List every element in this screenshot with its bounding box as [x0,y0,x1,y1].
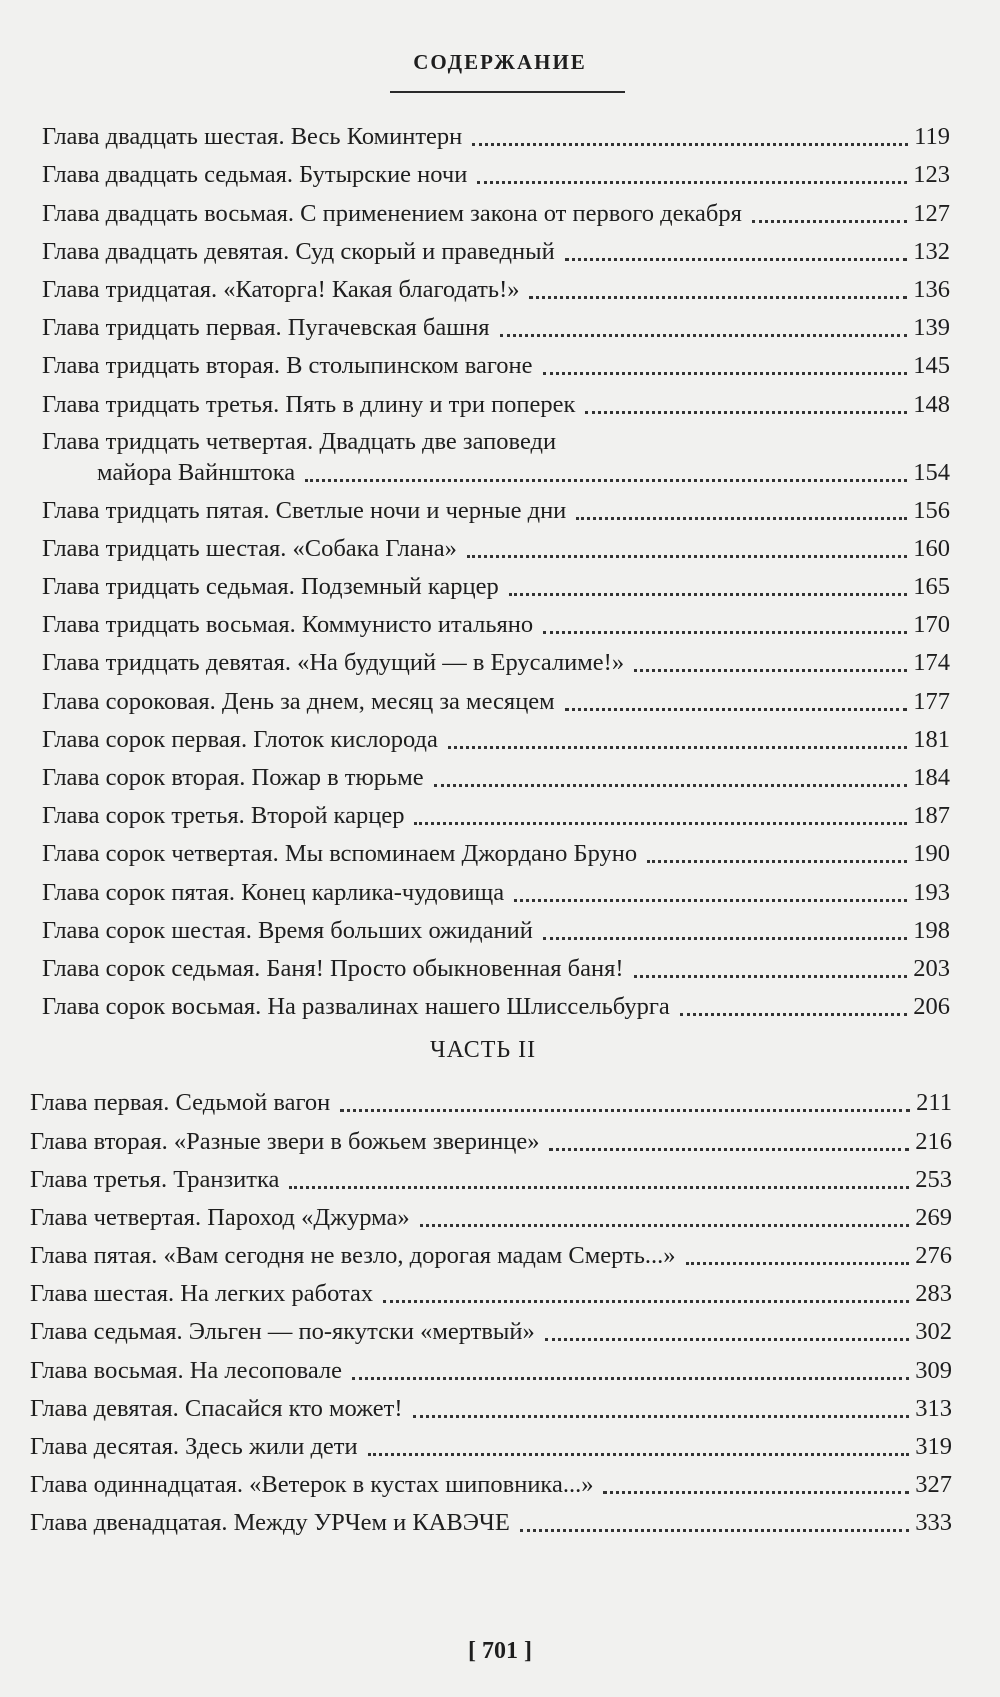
dot-leader [514,899,907,902]
toc-entry-page: 190 [913,840,950,868]
toc-entry-page: 170 [913,611,950,639]
toc-entry-page: 283 [915,1280,952,1308]
toc-entry [0,1079,1000,1117]
toc-entry-title: Глава тридцать пятая. Светлые ночи и черные дни [42,496,567,524]
toc-entry-title: Глава девятая. Спасайся кто может! [30,1394,403,1422]
toc-entry [0,563,1000,601]
dot-leader [603,1491,909,1494]
toc-entry-page: 319 [915,1433,952,1460]
toc-entry [0,945,1000,983]
toc-entry-title: Глава тридцать шестая. «Собака Глана» [42,534,457,562]
toc-entry-page: 302 [915,1318,952,1346]
toc-entry [0,228,1000,266]
toc-entry-page: 193 [913,878,950,906]
dot-leader [477,181,907,184]
dot-leader [549,1148,909,1151]
toc-entry [0,907,1000,945]
dot-leader [680,1013,907,1016]
toc-entry-title: Глава тридцать девятая. «На будущий — в Ерусалиме!» [42,649,625,677]
toc-entry-page: 206 [913,993,950,1021]
toc-entry-title: Глава сорок шестая. Время больших ожиданий [42,916,533,944]
toc-entry-page: 132 [913,237,950,265]
toc-entry [0,983,1000,1021]
toc-entry-title: Глава двадцать седьмая. Бутырские ночи [42,161,468,189]
toc-entry-page: 154 [913,458,950,486]
toc-entry [0,266,1000,304]
toc-entry-title: Глава шестая. На легких работах [30,1280,374,1308]
toc-entry [0,1270,1000,1308]
toc-entry-title: Глава третья. Транзитка [30,1165,280,1193]
toc-entry [0,1461,1000,1499]
toc-entry [0,639,1000,677]
dot-leader [472,143,908,146]
toc-entry-page: 174 [913,649,950,677]
toc-entry-title: Глава сорок седьмая. Баня! Просто обыкновенная баня! [42,954,624,982]
dot-leader [420,1224,910,1227]
toc-entry-page: 181 [913,725,950,753]
toc-entry [0,189,1000,227]
toc-entry-page: 123 [913,161,950,189]
toc-entry-page: 216 [915,1127,952,1155]
dot-leader [383,1300,909,1303]
dot-leader [752,220,907,223]
dot-leader [634,975,908,978]
toc-entry-page: 119 [914,123,950,151]
toc-entry-title: Глава тридцать вторая. В столыпинском вагоне [42,352,533,380]
toc-entry-title: Глава четвертая. Пароход «Джурма» [30,1203,410,1231]
dot-leader [647,860,907,863]
toc-entry-page: 177 [913,687,950,715]
toc-entry-title: Глава двенадцатая. Между УРЧем и КАВЭЧЕ [30,1509,510,1537]
toc-entry-title: Глава сорок первая. Глоток кислорода [42,725,438,753]
toc-entry-title: Глава тридцать седьмая. Подземный карцер [42,573,499,601]
toc-entry-title: Глава тридцать первая. Пугачевская башня [42,314,490,342]
toc-entry-page: 309 [915,1356,952,1384]
dot-leader [543,631,907,634]
toc-entry [0,342,1000,380]
toc-entry-title: Глава тридцать четвертая. Двадцать две заповеди [42,427,557,455]
toc-entry-title: Глава восьмая. На лесоповале [30,1356,343,1384]
dot-leader [467,555,907,558]
dot-leader [634,669,907,672]
toc-entry [0,304,1000,342]
toc-entry [0,1232,1000,1270]
toc-entry [0,601,1000,639]
toc-entry-page: 156 [913,496,950,524]
dot-leader [500,334,908,337]
part-2-list [0,1079,1000,1537]
toc-entry-page: 187 [913,802,950,830]
toc-entry-page: 198 [913,916,950,944]
toc-entry [0,830,1000,868]
toc-entry [0,487,1000,525]
dot-leader [520,1529,909,1532]
toc-entry [0,1156,1000,1194]
toc-entry [0,151,1000,189]
toc-entry-title: Глава тридцать третья. Пять в длину и три поперек [42,390,576,418]
toc-entry-title: Глава сорок третья. Второй карцер [42,802,405,830]
toc-entry-title: Глава сорок вторая. Пожар в тюрьме [42,764,424,791]
part-1-list [0,113,1000,1021]
toc-entry [0,868,1000,906]
toc-entry [0,716,1000,754]
dot-leader [543,372,908,375]
toc-entry-page: 203 [913,954,950,982]
toc-entry-page: 160 [913,534,950,562]
toc-entry [0,792,1000,830]
toc-entry [0,1385,1000,1423]
toc-entry-title: Глава двадцать шестая. Весь Коминтерн [42,123,463,151]
toc-entry [0,419,1000,487]
toc-entry [0,1499,1000,1537]
dot-leader [368,1453,910,1456]
toc-entry-title: Глава тридцать восьмая. Коммунисто итальяно [42,611,534,639]
dot-leader [565,708,908,711]
toc-entry-page: 127 [913,199,950,227]
toc-entry-title: Глава сорок четвертая. Мы вспоминаем Джордано Бруно [42,840,638,868]
toc-entry-title: Глава пятая. «Вам сегодня не везло, дорогая мадам Смерть...» [30,1242,676,1270]
toc-entry-title: Глава сороковая. День за днем, месяц за месяцем [42,687,555,715]
dot-leader [543,937,907,940]
toc-entry-title: Глава двадцать восьмая. С применением закона от первого декабря [42,199,742,227]
table-of-contents [0,113,1000,1537]
dot-leader [305,479,907,482]
dot-leader [352,1377,909,1380]
page-title: СОДЕРЖАНИЕ [413,50,587,74]
toc-entry-title: Глава сорок пятая. Конец карлика-чудовища [42,878,505,906]
toc-entry-title: Глава двадцать девятая. Суд скорый и праведный [42,237,555,265]
dot-leader [340,1109,910,1112]
toc-entry [0,1308,1000,1346]
dot-leader [414,822,907,825]
title-underline [390,91,625,93]
toc-entry-title-continued: майора Вайнштока [97,458,296,486]
toc-entry [0,1346,1000,1384]
dot-leader [545,1338,910,1341]
dot-leader [585,411,907,414]
dot-leader [448,746,907,749]
toc-entry [0,1117,1000,1155]
toc-entry-page: 148 [913,390,950,418]
toc-entry-page: 313 [915,1394,952,1422]
toc-entry-page: 145 [913,352,950,380]
toc-entry-page: 211 [916,1089,952,1117]
toc-entry-page: 269 [915,1203,952,1231]
dot-leader [413,1415,910,1418]
part-2-heading: ЧАСТЬ II [430,1037,537,1064]
toc-entry-title: Глава одиннадцатая. «Ветерок в кустах шиповника...» [30,1471,594,1499]
toc-entry-page: 327 [915,1471,952,1499]
toc-entry [0,677,1000,715]
toc-entry-title: Глава сорок восьмая. На развалинах нашего Шлиссельбурга [42,993,670,1021]
page-number: [ 701 ] [468,1638,532,1664]
toc-entry-page: 139 [913,314,950,342]
toc-entry-title: Глава вторая. «Разные звери в божьем зверинце» [30,1127,540,1155]
toc-entry-title: Глава десятая. Здесь жили дети [30,1433,358,1460]
toc-entry [0,1194,1000,1232]
dot-leader [686,1262,910,1265]
toc-entry-page: 136 [913,275,950,303]
dot-leader [576,517,907,520]
dot-leader [434,784,908,787]
toc-entry-title: Глава седьмая. Эльген — по-якутски «мертвый» [30,1318,535,1346]
dot-leader [289,1186,909,1189]
toc-entry-title: Глава тридцатая. «Каторга! Какая благодать!» [42,275,520,303]
toc-entry-page: 165 [913,573,950,601]
toc-entry [0,1423,1000,1461]
toc-entry [0,525,1000,563]
toc-entry-page: 276 [915,1242,952,1270]
toc-entry [0,113,1000,151]
toc-entry-page: 333 [915,1509,952,1537]
dot-leader [529,296,907,299]
toc-entry-page: 184 [913,764,950,791]
toc-entry-page: 253 [915,1165,952,1193]
dot-leader [509,593,908,596]
toc-entry [0,380,1000,418]
toc-entry-title: Глава первая. Седьмой вагон [30,1089,331,1117]
toc-entry [0,754,1000,792]
dot-leader [565,258,908,261]
